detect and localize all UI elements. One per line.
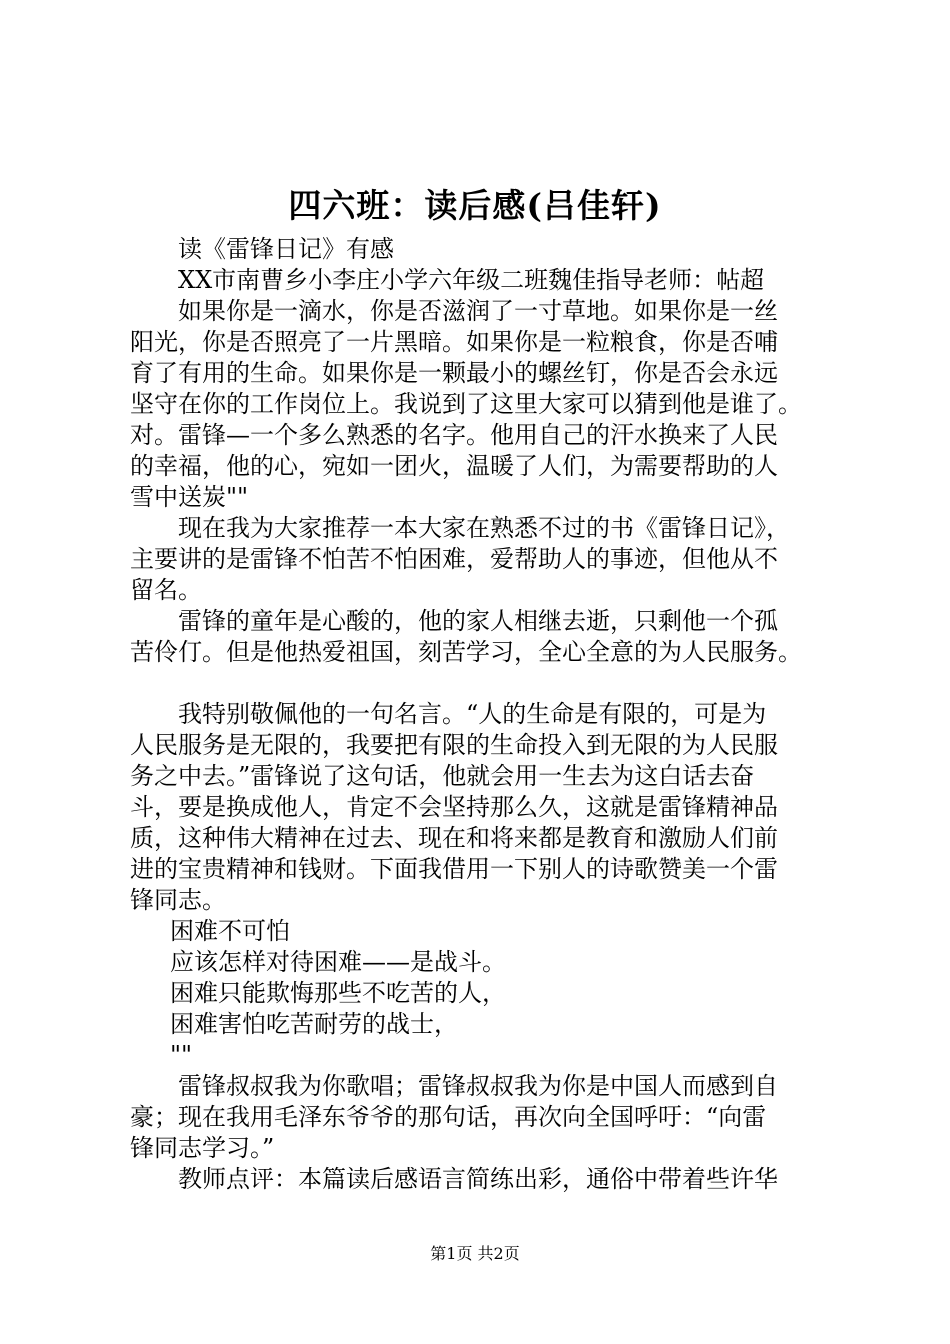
paragraph-line: 雷锋叔叔我为你歌唱；雷锋叔叔我为你是中国人而感到自 <box>178 1072 778 1100</box>
poem-line: 应该怎样对待困难——是战斗。 <box>170 948 506 976</box>
paragraph-line: 雪中送炭"" <box>130 483 249 511</box>
paragraph-line: 雷锋的童年是心酸的，他的家人相继去逝，只剩他一个孤 <box>178 607 778 635</box>
paragraph-line: 斗，要是换成他人，肯定不会坚持那么久，这就是雷锋精神品 <box>130 793 778 821</box>
paragraph-line: 进的宝贵精神和钱财。下面我借用一下别人的诗歌赞美一个雷 <box>130 855 778 883</box>
paragraph-line: 务之中去。”雷锋说了这句话，他就会用一生去为这白话去奋 <box>130 762 755 790</box>
paragraph-line: 如果你是一滴水，你是否滋润了一寸草地。如果你是一丝 <box>178 297 778 325</box>
paragraph-line: 的幸福，他的心，宛如一团火，温暖了人们，为需要帮助的人 <box>130 452 778 480</box>
paragraph-line: 阳光，你是否照亮了一片黑暗。如果你是一粒粮食，你是否哺 <box>130 328 778 356</box>
paragraph-line: 人民服务是无限的，我要把有限的生命投入到无限的为人民服 <box>130 731 778 759</box>
paragraph-line: 苦伶仃。但是他热爱祖国，刻苦学习，全心全意的为人民服务。 <box>130 638 802 666</box>
document-body <box>130 234 850 1195</box>
essay-subtitle: 读《雷锋日记》有感 <box>178 235 394 263</box>
paragraph-line: 育了有用的生命。如果你是一颗最小的螺丝钉，你是否会永远 <box>130 359 778 387</box>
poem-line: "" <box>170 1041 193 1069</box>
paragraph-line: 对。雷锋—一个多么熟悉的名字。他用自己的汗水换来了人民 <box>130 421 778 449</box>
paragraph-line: 留名。 <box>130 576 202 604</box>
paragraph-line: 坚守在你的工作岗位上。我说到了这里大家可以猜到他是谁了。 <box>130 390 802 418</box>
poem-line: 困难不可怕 <box>170 917 290 945</box>
paragraph-line: 现在我为大家推荐一本大家在熟悉不过的书《雷锋日记》， <box>178 514 790 542</box>
paragraph-line: 主要讲的是雷锋不怕苦不怕困难，爱帮助人的事迹，但他从不 <box>130 545 778 573</box>
page-number: 第1页 共2页 <box>430 1244 520 1263</box>
teacher-comment-line: 教师点评：本篇读后感语言简练出彩，通俗中带着些许华 <box>178 1165 778 1193</box>
poem-line: 困难只能欺悔那些不吃苦的人， <box>170 979 506 1007</box>
paragraph-line: 我特别敬佩他的一句名言。“人的生命是有限的，可是为 <box>178 700 767 728</box>
author-line: XX市南曹乡小李庄小学六年级二班魏佳指导老师：帖超 <box>178 266 765 294</box>
paragraph-line: 锋同志学习。” <box>130 1134 275 1162</box>
paragraph-line: 豪；现在我用毛泽东爷爷的那句话，再次向全国呼吁：“向雷 <box>130 1103 767 1131</box>
poem-line: 困难害怕吃苦耐劳的战士， <box>170 1010 458 1038</box>
blank-line <box>130 668 850 699</box>
paragraph-line: 质，这种伟大精神在过去、现在和将来都是教育和激励人们前 <box>130 824 778 852</box>
paragraph-line: 锋同志。 <box>130 886 226 914</box>
document-title: 四六班：读后感(吕佳轩) <box>288 186 662 225</box>
